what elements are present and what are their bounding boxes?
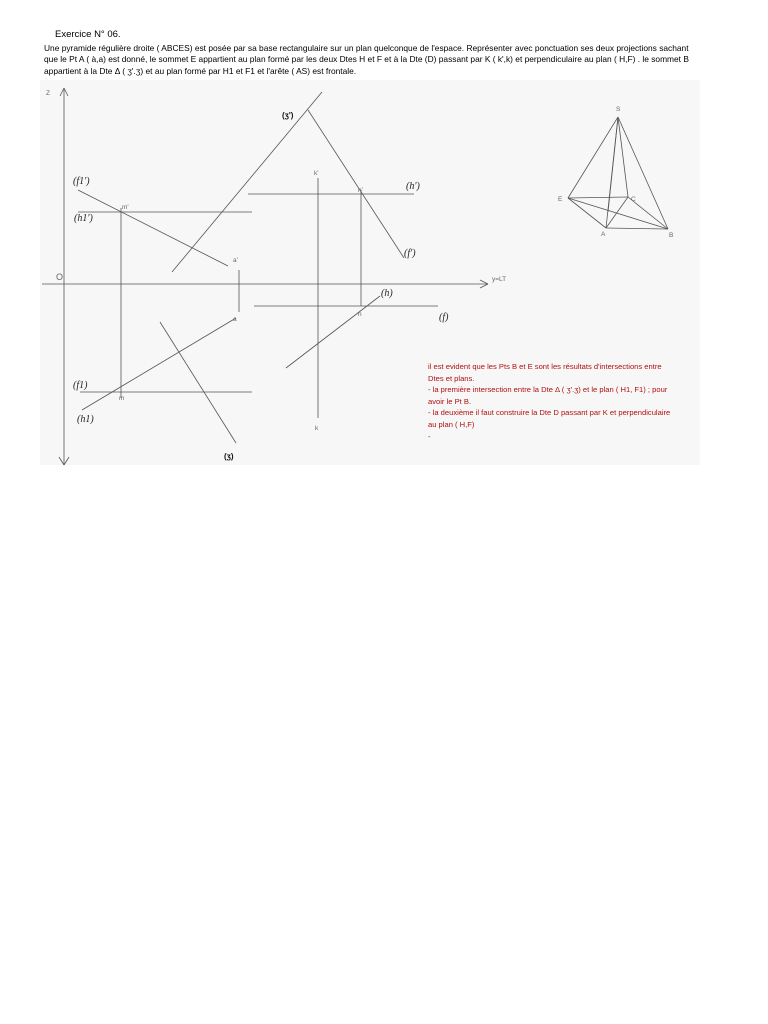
vertex-s-label: S [616, 106, 621, 113]
k-top-label: k [315, 425, 319, 432]
y-axis-label: y=LT [492, 276, 507, 283]
exercise-title: Exercice N° 06. [55, 29, 121, 40]
a-top-label: a [233, 316, 237, 323]
z-arrow-left [60, 88, 64, 96]
vertex-c-label: C [631, 196, 636, 203]
h1-top-label: (h1) [77, 414, 94, 425]
n-top-label: n [358, 311, 362, 318]
edge-a-b [606, 228, 668, 229]
diag-e-b [568, 198, 668, 229]
h1-front-label: (h1') [74, 213, 93, 224]
ground-line-arrow-bottom [480, 284, 488, 288]
k-front-label: k' [314, 170, 319, 177]
edge-s-b [618, 117, 668, 229]
h-top-line [286, 296, 380, 368]
f1-front-label: (f1') [73, 176, 90, 187]
edge-e-a [568, 198, 606, 228]
m-top-label: m [119, 395, 125, 402]
z-axis-label: Z [46, 90, 50, 97]
m-front-label: m' [122, 204, 129, 211]
y-arrow-left [59, 457, 64, 465]
f1-top-label: (f1) [73, 380, 88, 391]
note-line-3: - la deuxième il faut construire la Dte D passant par K et perpendiculaire au plan ( H,F) [428, 408, 671, 429]
vertex-a-label: A [601, 231, 606, 238]
vertex-b-label: B [669, 232, 674, 239]
delta-front-line [172, 92, 322, 272]
delta-top-line [160, 322, 236, 443]
origin-label: O [56, 272, 64, 282]
note-line-4: - [428, 431, 431, 441]
n-front-label: n' [358, 187, 363, 194]
exercise-statement: Une pyramide régulière droite ( ABCES) est posée par sa base rectangulaire sur un plan quelconque de l'espace. Représenter avec ponctuation ses deux projections sachant que le Pt A ( à,a) est donné, le sommet E appartient au plan formé par les deux Dtes H et F et à la Dte (D) passant par K ( k',k) et perpendiculaire au plan ( H,F) . le sommet B appartient à la Dte Δ ( ʒ'.ʒ) et au plan formé par H1 et F1 et l'arête ( AS) est frontale. [44, 43, 689, 76]
f-front-label: (f') [404, 248, 416, 259]
ground-line-arrow-top [480, 280, 488, 284]
a-front-label: a' [233, 257, 238, 264]
f-top-label: (f) [439, 312, 449, 323]
note-line-1: il est evident que les Pts B et E sont les résultats d'intersections entre Dtes et plans. [428, 362, 662, 383]
delta-top-label: (ʒ) [224, 452, 234, 461]
h-front-label: (h') [406, 181, 420, 192]
h1-top-line [82, 318, 236, 410]
delta-front-label: (ʒ') [282, 111, 294, 120]
edge-c-e [568, 197, 628, 198]
f1-front-line [78, 190, 228, 266]
h-top-label: (h) [381, 288, 393, 299]
y-arrow-right [64, 457, 69, 465]
note-line-2: - la première intersection entre la Dte Δ ( ʒ'.ʒ) et le plan ( H1, F1) ; pour avoir le Pt B. [428, 385, 668, 406]
z-arrow-right [64, 88, 68, 96]
solution-note [428, 361, 673, 442]
vertex-e-label: E [558, 196, 563, 203]
f-front-line [308, 110, 404, 258]
